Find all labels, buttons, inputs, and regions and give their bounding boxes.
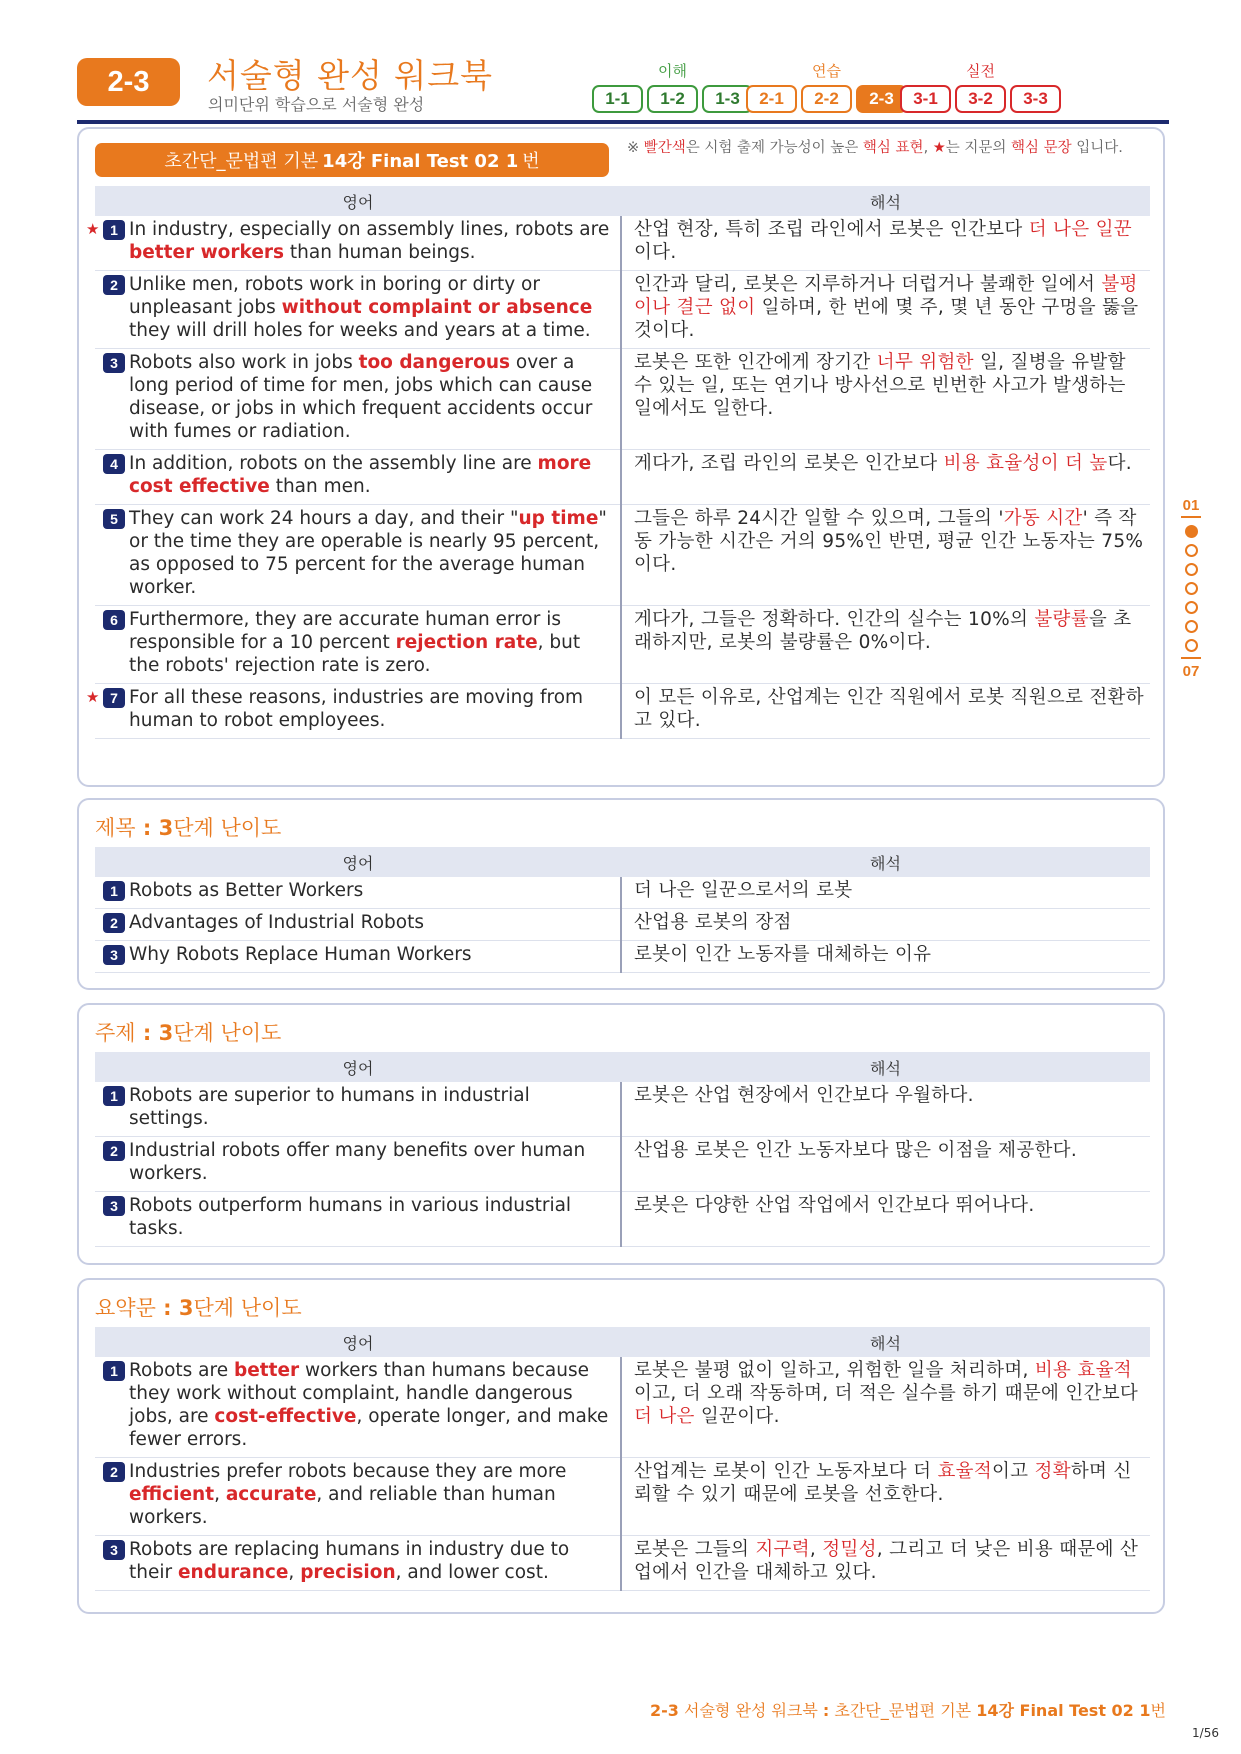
text-segment: 하며 신뢰할 수 있기 때문에 로봇을 선호한다. <box>634 1461 1132 1505</box>
page-number: 1/56 <box>1192 1726 1219 1740</box>
korean-cell <box>621 1357 1150 1458</box>
text-segment: 산업계는 로봇이 인간 노동자보다 더 <box>634 1461 938 1482</box>
summary-option-row <box>95 1536 1150 1591</box>
key-expression: accurate <box>225 1484 317 1505</box>
level-button-1-3[interactable]: 1-3 <box>702 85 753 113</box>
key-expression: 비용 효율적 <box>1034 1360 1132 1381</box>
topic-option-row <box>95 1137 1150 1192</box>
page-header <box>77 48 1169 126</box>
english-cell <box>95 1137 621 1192</box>
passage-panel <box>77 127 1165 787</box>
page-title: 서술형 완성 워크북 <box>207 56 494 95</box>
korean-cell <box>621 1458 1150 1536</box>
level-group-real <box>900 60 1061 113</box>
test-title-bold: 14강 Final Test 02 1 <box>322 151 519 172</box>
text-segment: than human beings. <box>284 242 476 263</box>
text-segment: 다. <box>1107 453 1132 474</box>
text-segment: Robots also work in jobs <box>129 352 359 373</box>
key-sentence-star-icon: ★ <box>86 220 100 238</box>
sentence-row <box>95 606 1150 684</box>
level-group-understand <box>592 60 753 113</box>
summary-panel <box>77 1278 1165 1614</box>
korean-cell <box>621 684 1150 739</box>
korean-cell <box>621 216 1150 271</box>
text-segment: 이고 <box>992 1461 1035 1482</box>
text-segment: 이다. <box>634 242 677 263</box>
text-segment: workers than humans because they work without complaint, handle dangerous jobs, are <box>129 1360 589 1427</box>
topic-option-row <box>95 1082 1150 1137</box>
key-expression: efficient <box>129 1484 215 1505</box>
sentence-number-badge: 1 <box>103 1361 125 1381</box>
korean-text: 로봇은 산업 현장에서 인간보다 우월하다. <box>634 1085 974 1106</box>
level-group-practice <box>746 60 907 113</box>
text-segment: 로봇은 또한 인간에게 장기간 <box>634 352 877 373</box>
sentence-row <box>95 684 1150 739</box>
english-cell <box>95 1458 621 1536</box>
key-sentence-star-icon: ★ <box>86 688 100 706</box>
key-expression: 가동 시간 <box>1003 508 1083 529</box>
english-cell <box>86 216 621 271</box>
english-cell <box>95 909 621 941</box>
title-option-row <box>95 941 1150 973</box>
level-button-3-2[interactable]: 3-2 <box>955 85 1006 113</box>
progress-indicator <box>1176 497 1206 680</box>
sentence-number-badge: 1 <box>103 881 125 901</box>
level-button-3-3[interactable]: 3-3 <box>1010 85 1061 113</box>
text-segment: 일꾼이다. <box>694 1406 780 1427</box>
unit-code-badge: 2-3 <box>77 58 180 106</box>
key-expression: 불량률 <box>1034 609 1089 630</box>
section-title-title: 제목 : 3단계 난이도 <box>95 816 282 840</box>
summary-option-row <box>95 1458 1150 1536</box>
text-segment: , <box>809 1539 823 1560</box>
text-segment: ' 즉 작동 가능한 시간은 거의 95%인 반면, 평균 인간 노동자는 75%이다. <box>634 508 1144 575</box>
column-header-english: 영어 <box>95 1327 621 1357</box>
text-segment: " or the time they are operable is nearly 95 percent, as opposed to 75 percent for the average human worker. <box>129 508 607 598</box>
sentence-row <box>95 450 1150 505</box>
progress-start-label: 01 <box>1182 497 1200 514</box>
text-segment: , operate longer, and make fewer errors. <box>129 1406 609 1450</box>
key-expression: 비용 효율성이 더 높 <box>943 453 1108 474</box>
sentence-number-badge: 3 <box>103 353 125 373</box>
level-button-1-1[interactable]: 1-1 <box>592 85 643 113</box>
text-segment: , 그리고 더 낮은 비용 때문에 산업에서 인간을 대체하고 있다. <box>634 1539 1139 1583</box>
sentence-number-badge: 2 <box>103 1141 125 1161</box>
english-text: Robots outperform humans in various industrial tasks. <box>129 1195 572 1239</box>
progress-dot[interactable] <box>1185 563 1198 576</box>
level-button-2-3-active[interactable]: 2-3 <box>856 85 907 113</box>
korean-text: 로봇은 다양한 산업 작업에서 인간보다 뛰어나다. <box>634 1195 1035 1216</box>
text-segment: Robots are replacing humans in industry due to their <box>129 1539 570 1583</box>
korean-cell <box>621 1536 1150 1591</box>
english-text: Advantages of Industrial Robots <box>129 912 424 933</box>
key-expression: 정확 <box>1034 1461 1071 1482</box>
progress-dot[interactable] <box>1185 582 1198 595</box>
key-expression: more cost effective <box>129 453 592 497</box>
text-segment: , but the robots' rejection rate is zero. <box>129 632 581 676</box>
korean-cell <box>621 450 1150 505</box>
key-expression: cost-effective <box>214 1406 357 1427</box>
text-segment: 로봇은 불평 없이 일하고, 위험한 일을 처리하며, <box>634 1360 1035 1381</box>
key-expression: without complaint or absence <box>281 297 593 318</box>
korean-cell <box>621 271 1150 349</box>
progress-divider <box>1181 516 1201 518</box>
sentence-number-badge: 2 <box>103 1462 125 1482</box>
text-segment: 을 초래하지만, 로봇의 불량률은 0%이다. <box>634 609 1132 653</box>
text-segment: 게다가, 그들은 정확하다. 인간의 실수는 10%의 <box>634 609 1035 630</box>
english-cell <box>95 941 621 973</box>
text-segment: than men. <box>269 476 371 497</box>
column-header-korean: 해석 <box>621 1327 1150 1357</box>
text-segment: 인간과 달리, 로봇은 지루하거나 더럽거나 불쾌한 일에서 <box>634 274 1102 295</box>
sentence-row <box>95 271 1150 349</box>
text-segment: Robots are <box>129 1360 234 1381</box>
key-expression: 효율적 <box>937 1461 992 1482</box>
korean-cell <box>621 941 1150 973</box>
level-group-label: 연습 <box>812 62 841 80</box>
text-segment: they will drill holes for weeks and years at a time. <box>129 320 591 341</box>
english-cell <box>95 1357 621 1458</box>
title-option-row <box>95 909 1150 941</box>
korean-cell <box>621 606 1150 684</box>
key-expression: up time <box>518 508 599 529</box>
title-table <box>95 847 1150 973</box>
column-header-korean: 해석 <box>621 847 1150 877</box>
text-segment: Furthermore, they are accurate human error is responsible for a 10 percent <box>129 609 561 653</box>
sentence-number-badge: 4 <box>103 454 125 474</box>
key-expression: 지구력 <box>755 1539 810 1560</box>
summary-option-row <box>95 1357 1150 1458</box>
sentence-number-badge: 1 <box>103 220 125 240</box>
sentence-number-badge: 5 <box>103 509 125 529</box>
key-expression: 너무 위험한 <box>876 352 974 373</box>
progress-dot[interactable] <box>1185 601 1198 614</box>
key-expression: 정밀성 <box>822 1539 877 1560</box>
key-expression: rejection rate <box>395 632 538 653</box>
korean-cell <box>621 1082 1150 1137</box>
level-button-2-2[interactable]: 2-2 <box>801 85 852 113</box>
text-segment: 일, 질병을 유발할 수 있는 일, 또는 연기나 방사선으로 빈번한 사고가 발생하는 일에서도 일한다. <box>634 352 1126 419</box>
topic-panel <box>77 1003 1165 1265</box>
english-cell <box>95 271 621 349</box>
column-header-english: 영어 <box>95 186 621 216</box>
english-cell <box>95 1192 621 1247</box>
english-text: Robots as Better Workers <box>129 880 364 901</box>
topic-option-row <box>95 1192 1150 1247</box>
sentence-row <box>95 349 1150 450</box>
level-button-1-2[interactable]: 1-2 <box>647 85 698 113</box>
text-segment: In industry, especially on assembly lines, robots are <box>129 219 610 240</box>
column-header-korean: 해석 <box>621 1052 1150 1082</box>
text-segment: They can work 24 hours a day, and their " <box>129 508 519 529</box>
passage-table <box>86 186 1150 739</box>
korean-cell <box>621 1192 1150 1247</box>
level-button-3-1[interactable]: 3-1 <box>900 85 951 113</box>
test-title-prefix: 초간단_문법편 기본 <box>164 151 319 172</box>
text-segment: , <box>288 1562 301 1583</box>
summary-table <box>95 1327 1150 1591</box>
progress-dot[interactable] <box>1185 639 1198 652</box>
column-header-korean: 해석 <box>621 186 1150 216</box>
topic-table <box>95 1052 1150 1247</box>
key-expression: better workers <box>129 242 285 263</box>
title-option-row <box>95 877 1150 909</box>
text-segment: 이 모든 이유로, 산업계는 인간 직원에서 로봇 직원으로 전환하고 있다. <box>634 687 1144 731</box>
sentence-row <box>95 505 1150 606</box>
english-cell <box>86 684 621 739</box>
korean-cell <box>621 1137 1150 1192</box>
test-title-suffix: 번 <box>522 151 540 172</box>
test-title-badge <box>95 143 609 177</box>
korean-text: 로봇이 인간 노동자를 대체하는 이유 <box>634 944 932 965</box>
key-expression: too dangerous <box>358 352 511 373</box>
sentence-number-badge: 2 <box>103 275 125 295</box>
text-segment: Industries prefer robots because they are more <box>129 1461 567 1482</box>
text-segment: 게다가, 조립 라인의 로봇은 인간보다 <box>634 453 944 474</box>
text-segment: , <box>214 1484 226 1505</box>
sentence-number-badge: 2 <box>103 913 125 933</box>
key-expression: precision <box>300 1562 396 1583</box>
korean-cell <box>621 909 1150 941</box>
korean-text: 더 나은 일꾼으로서의 로봇 <box>634 880 853 901</box>
text-segment: , and lower cost. <box>395 1562 549 1583</box>
english-cell <box>95 606 621 684</box>
text-segment: 그들은 하루 24시간 일할 수 있으며, 그들의 ' <box>634 508 1004 529</box>
legend-note: ※ 빨간색은 시험 출제 가능성이 높은 핵심 표현, ★는 지문의 핵심 문장 입니다. <box>627 140 1123 156</box>
english-cell <box>95 877 621 909</box>
page-subtitle: 의미단위 학습으로 서술형 완성 <box>208 95 425 114</box>
english-cell <box>95 1536 621 1591</box>
sentence-number-badge: 7 <box>103 688 125 708</box>
english-cell <box>95 450 621 505</box>
key-expression: better <box>233 1360 300 1381</box>
korean-text: 산업용 로봇의 장점 <box>634 912 792 933</box>
english-cell <box>95 349 621 450</box>
progress-dot-current[interactable] <box>1185 525 1198 538</box>
key-expression: endurance <box>178 1562 289 1583</box>
key-expression: 불평이나 결근 없이 <box>634 274 1138 318</box>
text-segment: In addition, robots on the assembly line are <box>129 453 538 474</box>
progress-divider <box>1181 657 1201 659</box>
section-title-topic: 주제 : 3단계 난이도 <box>95 1021 282 1045</box>
english-cell <box>95 1082 621 1137</box>
sentence-number-badge: 6 <box>103 610 125 630</box>
key-expression: 더 나은 <box>634 1406 695 1427</box>
progress-end-label: 07 <box>1182 663 1200 680</box>
sentence-row <box>95 216 1150 271</box>
text-segment: , and reliable than human workers. <box>129 1484 556 1528</box>
korean-cell <box>621 349 1150 450</box>
key-expression: 더 나은 일꾼 <box>1028 219 1132 240</box>
sentence-number-badge: 3 <box>103 1196 125 1216</box>
text-segment: For all these reasons, industries are moving from human to robot employees. <box>129 687 584 731</box>
text-segment: 이고, 더 오래 작동하며, 더 적은 실수를 하기 때문에 인간보다 <box>634 1383 1139 1404</box>
text-segment: 로봇은 그들의 <box>634 1539 756 1560</box>
english-text: Industrial robots offer many benefits over human workers. <box>129 1140 586 1184</box>
level-group-label: 실전 <box>966 62 995 80</box>
sentence-number-badge: 3 <box>103 945 125 965</box>
english-cell <box>95 505 621 606</box>
section-title-summary: 요약문 : 3단계 난이도 <box>95 1296 302 1320</box>
korean-text: 산업용 로봇은 인간 노동자보다 많은 이점을 제공한다. <box>634 1140 1078 1161</box>
sentence-number-badge: 3 <box>103 1540 125 1560</box>
title-panel <box>77 798 1165 990</box>
text-segment: 일하며, 한 번에 몇 주, 몇 년 동안 구멍을 뚫을 것이다. <box>634 297 1139 341</box>
level-group-label: 이해 <box>658 62 687 80</box>
level-button-2-1[interactable]: 2-1 <box>746 85 797 113</box>
text-segment: 산업 현장, 특히 조립 라인에서 로봇은 인간보다 <box>634 219 1029 240</box>
sentence-number-badge: 1 <box>103 1086 125 1106</box>
text-segment: over a long period of time for men, jobs which can cause disease, or jobs in which frequent accidents occur with fumes or radiation. <box>129 352 593 442</box>
column-header-english: 영어 <box>95 847 621 877</box>
text-segment: Unlike men, robots work in boring or dirty or unpleasant jobs <box>129 274 540 318</box>
english-text: Robots are superior to humans in industrial settings. <box>129 1085 530 1129</box>
korean-cell <box>621 505 1150 606</box>
column-header-english: 영어 <box>95 1052 621 1082</box>
english-text: Why Robots Replace Human Workers <box>129 944 472 965</box>
progress-dot[interactable] <box>1185 544 1198 557</box>
header-divider <box>77 120 1169 124</box>
progress-dot[interactable] <box>1185 620 1198 633</box>
korean-cell <box>621 877 1150 909</box>
page-footer: 2-3 서술형 완성 워크북 : 초간단_문법편 기본 14강 Final Test 02 1번 <box>650 1701 1166 1720</box>
